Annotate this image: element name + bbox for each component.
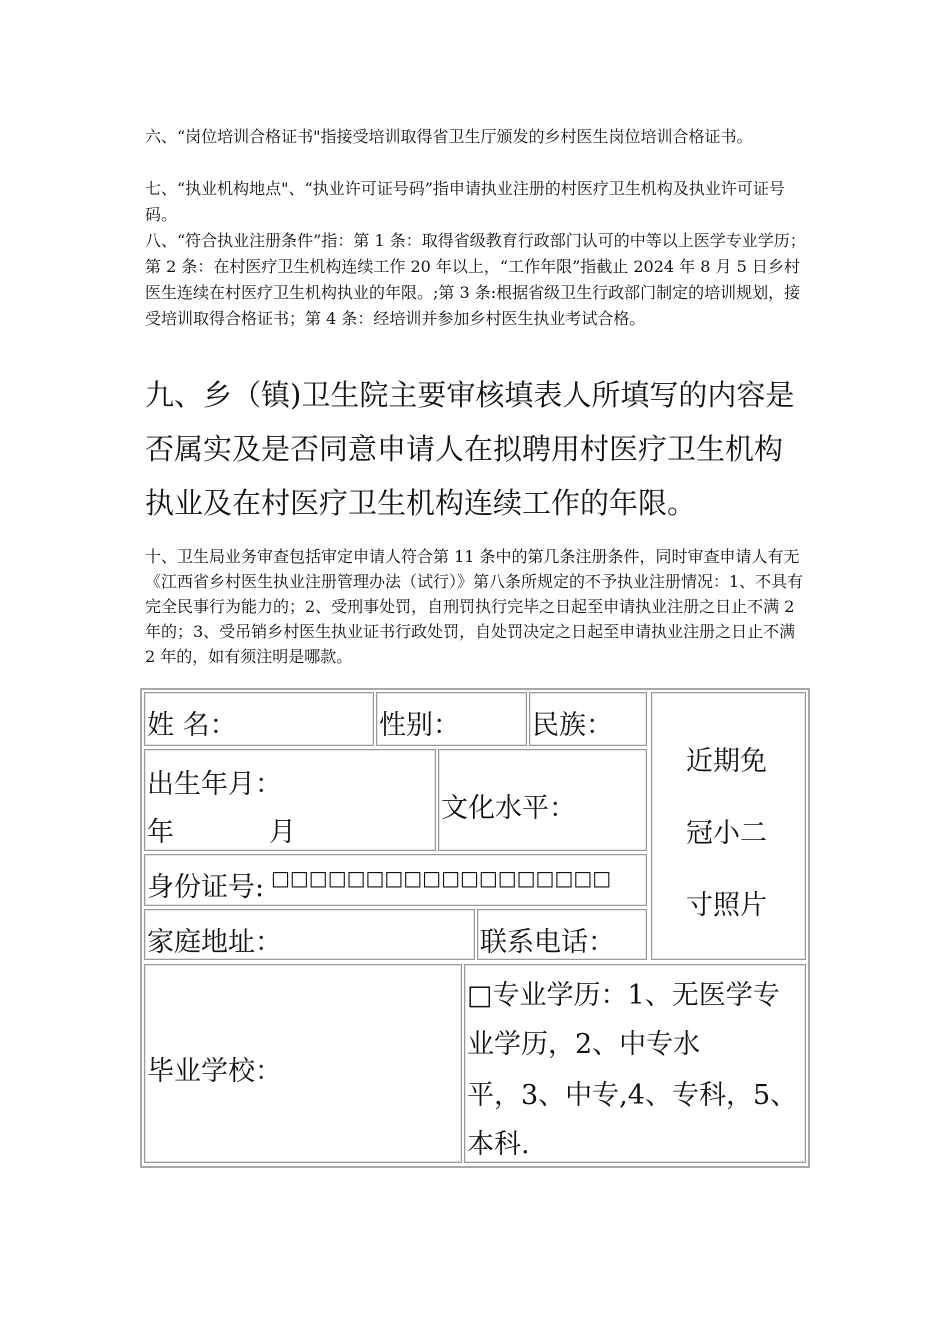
- degree-line-2: 业学历，2、中专水: [467, 1029, 701, 1060]
- address-cell[interactable]: [144, 909, 475, 960]
- address-label: 家庭地址：: [147, 927, 282, 958]
- name-label: 姓 名：: [147, 710, 237, 741]
- photo-cell: [651, 692, 806, 960]
- photo-line-1: 近期免: [686, 746, 767, 777]
- degree-line-4: 本科.: [467, 1129, 530, 1160]
- note-seven: 七、“执业机构地点"、“执业许可证号码”指申请执业注册的村医疗卫生机构及执业许可证号码。: [145, 179, 785, 224]
- degree-line-3: 平，3、中专,4、专科，5、: [467, 1080, 798, 1111]
- gender-label: 性别：: [379, 710, 460, 741]
- gender-cell[interactable]: [376, 692, 527, 746]
- ethnicity-label: 民族：: [532, 710, 613, 741]
- degree-cell[interactable]: [464, 964, 806, 1163]
- birth-month: 月: [269, 817, 296, 848]
- degree-line-1: □专业学历：1、无医学专: [467, 980, 780, 1011]
- note-ten: 十、卫生局业务审查包括审定申请人符合第 11 条中的第几条注册条件，同时审查申请人有无《江西省乡村医生执业注册管理办法（试行）》第八条所规定的不予执业注册情况：1、不具有完全民事行为能力的；2、受刑事处罚，自刑罚执行完毕之日起至申请执业注册之日止不满 2 年的；3、受吊销乡村医生执业证书行政处罚，自处罚决定之日起至申请执业注册之日止不满 2 年的，如有须注明是哪款。: [145, 547, 804, 666]
- id-cell[interactable]: [144, 854, 647, 906]
- id-boxes: □□□□□□□□□□□□□□□□□□: [271, 866, 612, 890]
- heading-nine: 九、乡（镇)卫生院主要审核填表人所填写的内容是否属实及是否同意申请人在拟聘用村医疗卫生机构执业及在村医疗卫生机构连续工作的年限。: [145, 378, 795, 520]
- photo-line-2: 冠小二: [686, 818, 767, 849]
- phone-label: 联系电话：: [480, 927, 615, 958]
- birth-label: 出生年月：: [147, 769, 282, 800]
- note-six: 六、“岗位培训合格证书"指接受培训取得省卫生厅颁发的乡村医生岗位培训合格证书。: [145, 127, 753, 146]
- phone-cell[interactable]: [477, 909, 647, 960]
- school-cell[interactable]: [144, 964, 462, 1163]
- name-cell[interactable]: [144, 692, 374, 746]
- birth-year: 年: [147, 817, 174, 848]
- ethnicity-cell[interactable]: [529, 692, 647, 746]
- birth-cell[interactable]: [144, 749, 436, 851]
- photo-line-3: 寸照片: [686, 890, 767, 921]
- note-eight: 八、“符合执业注册条件”指：第 1 条：取得省级教育行政部门认可的中等以上医学专业学历；第 2 条：在村医疗卫生机构连续工作 20 年以上，“工作年限”指截止 2024 年 8 月 5 日乡村医生连续在村医疗卫生机构执业的年限。;第 3 条:根据省级卫生行政部门制定的培训规划，接受培训取得合格证书；第 4 条：经培训并参加乡村医生执业考试合格。: [145, 231, 806, 328]
- education-cell[interactable]: [438, 749, 647, 851]
- education-label: 文化水平：: [441, 793, 576, 824]
- school-label: 毕业学校：: [147, 1056, 282, 1087]
- id-label: 身份证号:: [147, 872, 265, 903]
